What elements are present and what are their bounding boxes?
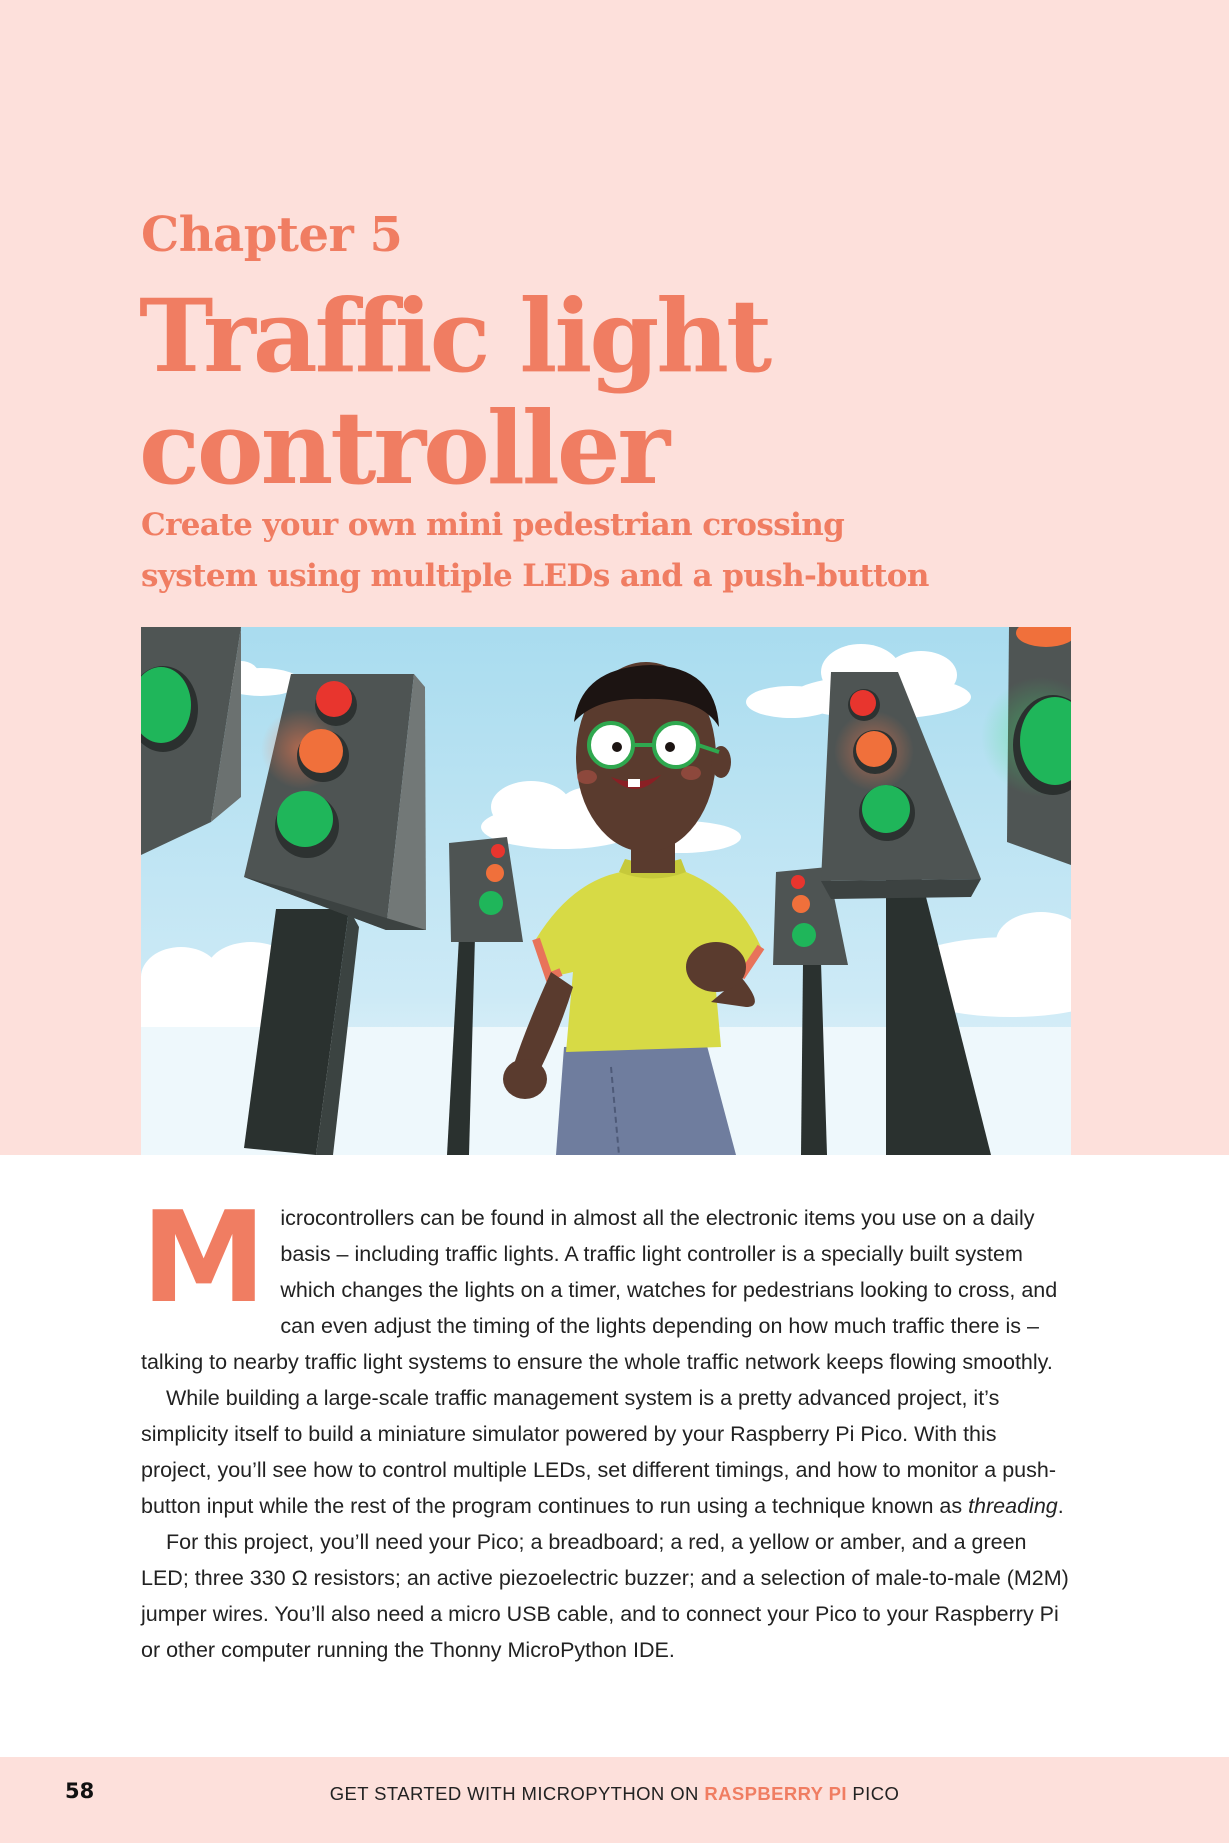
chapter-label: Chapter 5 (141, 207, 403, 263)
running-title-pre: GET STARTED WITH MICROPYTHON ON (329, 1783, 705, 1804)
chapter-subtitle: Create your own mini pedestrian crossing system using multiple LEDs and a push-button (141, 507, 929, 594)
chapter-title: Traffic light controller (139, 277, 770, 507)
threading-term: threading (968, 1494, 1058, 1518)
running-title-accent: RASPBERRY PI (704, 1783, 847, 1804)
paragraph-intro (141, 1184, 1071, 1380)
chapter-illustration (141, 627, 1071, 1155)
paragraph-threading (141, 1380, 1071, 1524)
paragraph-components: For this project, you’ll need your Pico; a breadboard; a red, a yellow or amber, and a green LED; three 330 Ω resistors; an active piezoelectric buzzer; and a selection of male-to-male (M2M) jumper wires. You’ll also need a micro USB cable, and to connect your Pico to your Raspberry Pi or other computer running the Thonny MicroPython IDE. (141, 1530, 1069, 1662)
paragraph-threading-end: . (1057, 1494, 1064, 1518)
body-text (141, 1184, 1071, 1668)
traffic-lights-boy-illustration (141, 627, 1071, 1155)
page-number: 58 (65, 1779, 95, 1803)
paragraph-intro-text: icrocontrollers can be found in almost all the electronic items you use on a daily basis – including traffic lights. A traffic light controller is a specially built system which changes the lights on a timer, watches for pedestrians looking to cross, and can even adjust the timing of the lights depending on how much traffic there is – talking to nearby traffic light systems to ensure the whole traffic network keeps flowing smoothly. (141, 1206, 1058, 1374)
running-title (0, 1783, 1229, 1805)
drop-cap: M (141, 1184, 267, 1331)
paragraph-threading-text: While building a large-scale traffic management system is a pretty advanced project, it’s simplicity itself to build a miniature simulator powered by your Raspberry Pi Pico. With this project, you’ll see how to control multiple LEDs, set different timings, and how to monitor a push-button input while the rest of the program continues to run using a technique known as (141, 1386, 1056, 1518)
running-title-post: PICO (846, 1783, 900, 1804)
